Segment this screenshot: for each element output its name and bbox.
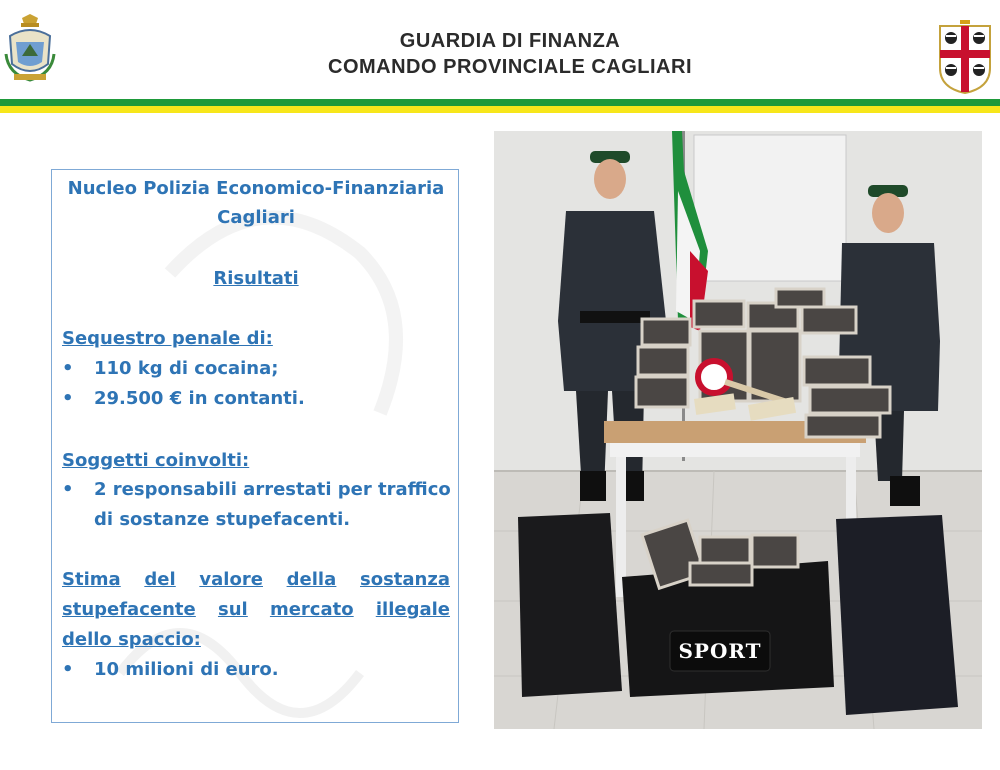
- word: della: [286, 569, 337, 590]
- subjects-item-line-1: 2 responsabili arrestati per traffico: [94, 479, 451, 500]
- guardia-di-finanza-crest-icon: [4, 14, 56, 86]
- title-line-1: GUARDIA DI FINANZA: [399, 30, 621, 52]
- list-item: [62, 388, 305, 409]
- bag-label: SPORT: [678, 639, 762, 663]
- estimate-line-2: [62, 599, 450, 620]
- subjects-item-line-2: di sostanze stupefacenti.: [94, 509, 351, 530]
- seizure-item-cocaine: 110 kg di cocaina;: [94, 358, 279, 379]
- green-stripe: [0, 99, 1000, 106]
- word: illegale: [375, 599, 450, 620]
- list-item: [62, 358, 279, 379]
- title-line-2: COMANDO PROVINCIALE CAGLIARI: [328, 56, 692, 78]
- word: del: [144, 569, 176, 590]
- bullet: •: [62, 659, 74, 680]
- estimate-item-value: 10 milioni di euro.: [94, 659, 279, 680]
- word: sul: [217, 599, 248, 620]
- estimate-line-1: [62, 569, 450, 590]
- subjects-title: Soggetti coinvolti:: [62, 450, 250, 471]
- bullet: •: [62, 479, 74, 500]
- word: Stima: [62, 569, 121, 590]
- seizure-item-cash: 29.500 € in contanti.: [94, 388, 305, 409]
- list-item: [62, 659, 279, 680]
- sardinia-four-moors-shield-icon: [938, 20, 992, 94]
- word: valore: [199, 569, 263, 590]
- seizure-title: Sequestro penale di:: [62, 328, 273, 349]
- list-item: [62, 479, 451, 500]
- bullet: •: [62, 388, 74, 409]
- page-title: [230, 28, 790, 80]
- word: mercato: [269, 599, 354, 620]
- results-heading: Risultati: [213, 268, 299, 289]
- results-panel: [51, 169, 459, 723]
- bullet: •: [62, 358, 74, 379]
- unit-name-line-1: Nucleo Polizia Economico-Finanziaria: [67, 178, 445, 199]
- unit-name-line-2: Cagliari: [217, 207, 295, 228]
- word: stupefacente: [62, 599, 196, 620]
- word: sostanza: [360, 569, 450, 590]
- seizure-photo: [494, 131, 982, 729]
- yellow-stripe: [0, 106, 1000, 113]
- estimate-line-3: dello spaccio:: [62, 629, 201, 650]
